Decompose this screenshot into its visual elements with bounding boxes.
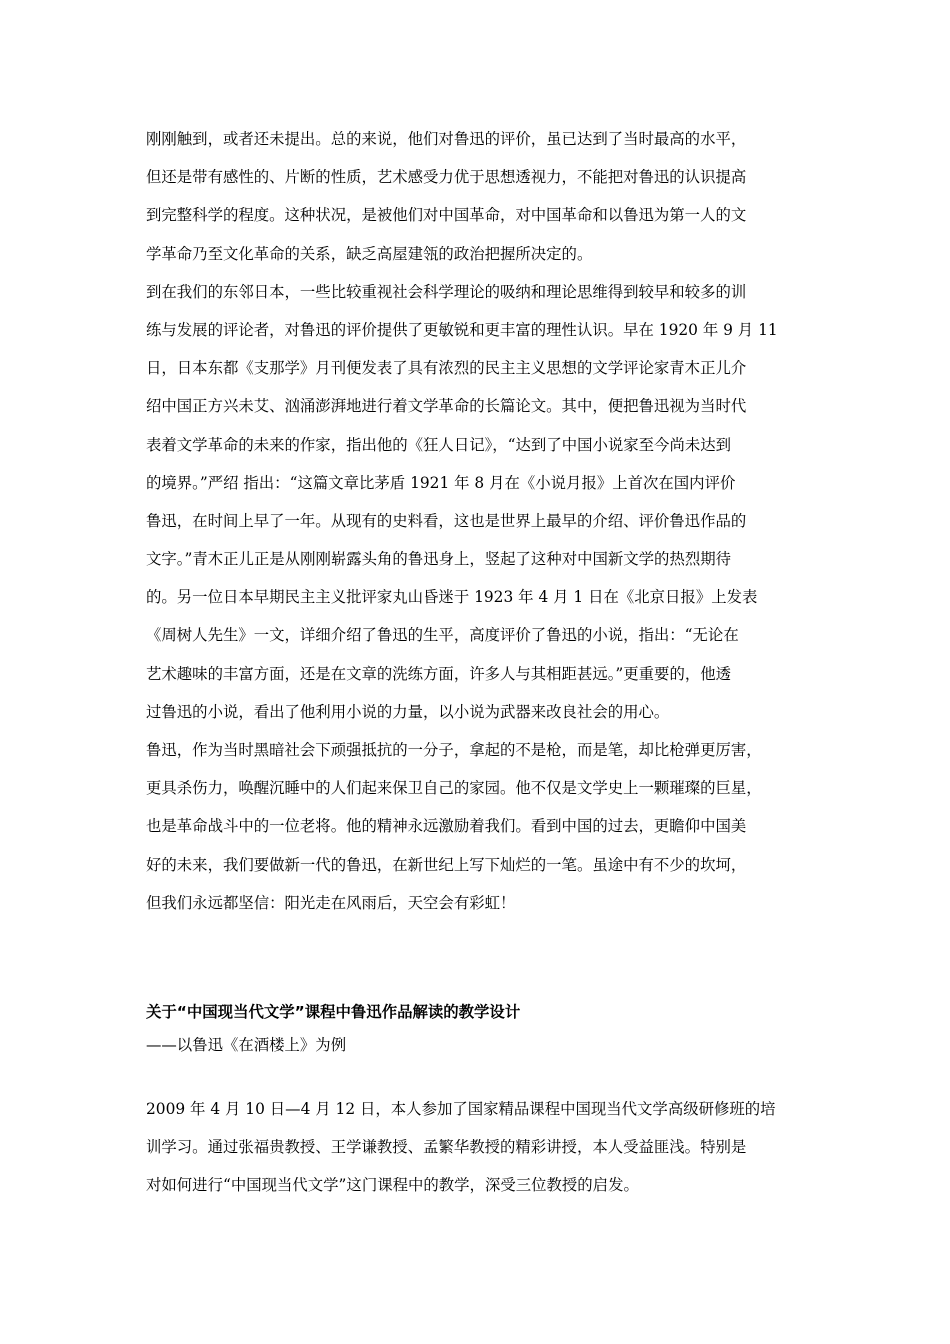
body-line: 的境界。”严绍 指出：“这篇文章比茅盾 1921 年 8 月在《小说月报》上首次在国内评价 [146, 473, 736, 492]
body-line: 练与发展的评论者，对鲁迅的评价提供了更敏锐和更丰富的理性认识。早在 1920 年 9 月 11 [146, 320, 778, 339]
body-line: 鲁迅，作为当时黑暗社会下顽强抵抗的一分子，拿起的不是枪，而是笔，却比枪弹更厉害， [146, 741, 762, 759]
article-body [146, 120, 816, 922]
body-line: 表着文学革命的未来的作家，指出他的《狂人日记》，“达到了中国小说家至今尚未达到 [146, 435, 732, 454]
body-line: 2009 年 4 月 10 日—4 月 12 日，本人参加了国家精品课程中国现当代文学高级研修班的培 [146, 1100, 776, 1118]
section-body [146, 1090, 816, 1205]
body-line: 学革命乃至文化革命的关系，缺乏高屋建瓴的政治把握所决定的。 [146, 244, 593, 263]
body-line: 《周树人先生》一文，详细介绍了鲁迅的生平，高度评价了鲁迅的小说，指出：“无论在 [146, 626, 739, 645]
body-line: 日，日本东都《支那学》月刊便发表了具有浓烈的民主主义思想的文学评论家青木正儿介 [146, 359, 747, 378]
section-subtitle: ——以鲁迅《在酒楼上》为例 [146, 1036, 347, 1054]
body-line: 艺术趣味的丰富方面，还是在文章的洗练方面，许多人与其相距甚远。”更重要的，他透 [146, 664, 732, 683]
body-line: 文字。”青木正儿正是从刚刚崭露头角的鲁迅身上，竖起了这种对中国新文学的热烈期待 [146, 550, 732, 569]
body-line: 对如何进行“中国现当代文学”这门课程中的教学，深受三位教授的启发。 [146, 1176, 639, 1195]
body-line: 但还是带有感性的、片断的性质，艺术感受力优于思想透视力，不能把对鲁迅的认识提高 [146, 168, 747, 187]
body-line: 但我们永远都坚信：阳光走在风雨后，天空会有彩虹！ [146, 893, 516, 912]
body-line: 训学习。通过张福贵教授、王学谦教授、孟繁华教授的精彩讲授，本人受益匪浅。特别是 [146, 1138, 747, 1157]
body-line: 过鲁迅的小说，看出了他利用小说的力量，以小说为武器来改良社会的用心。 [146, 702, 670, 721]
body-line: 鲁迅，在时间上早了一年。从现有的史料看，这也是世界上最早的介绍、评价鲁迅作品的 [146, 511, 747, 530]
body-line: 更具杀伤力，唤醒沉睡中的人们起来保卫自己的家园。他不仅是文学史上一颗璀璨的巨星， [146, 779, 762, 798]
body-line: 绍中国正方兴未艾、汹涌澎湃地进行着文学革命的长篇论文。其中，便把鲁迅视为当时代 [146, 397, 747, 416]
body-line: 的。另一位日本早期民主主义批评家丸山昏迷于 1923 年 4 月 1 日在《北京日报》上发表 [146, 588, 758, 607]
body-line: 刚刚触到，或者还未提出。总的来说，他们对鲁迅的评价，虽已达到了当时最高的水平， [146, 130, 747, 148]
body-line: 到完整科学的程度。这种状况，是被他们对中国革命，对中国革命和以鲁迅为第一人的文 [146, 206, 747, 225]
section-title: 关于“中国现当代文学”课程中鲁迅作品解读的教学设计 [146, 1003, 521, 1021]
section-heading [146, 996, 816, 1062]
body-line: 也是革命战斗中的一位老将。他的精神永远激励着我们。看到中国的过去，更瞻仰中国美 [146, 817, 747, 836]
body-line: 好的未来，我们要做新一代的鲁迅，在新世纪上写下灿烂的一笔。虽途中有不少的坎坷， [146, 855, 747, 874]
body-line: 到在我们的东邻日本，一些比较重视社会科学理论的吸纳和理论思维得到较早和较多的训 [146, 282, 747, 301]
